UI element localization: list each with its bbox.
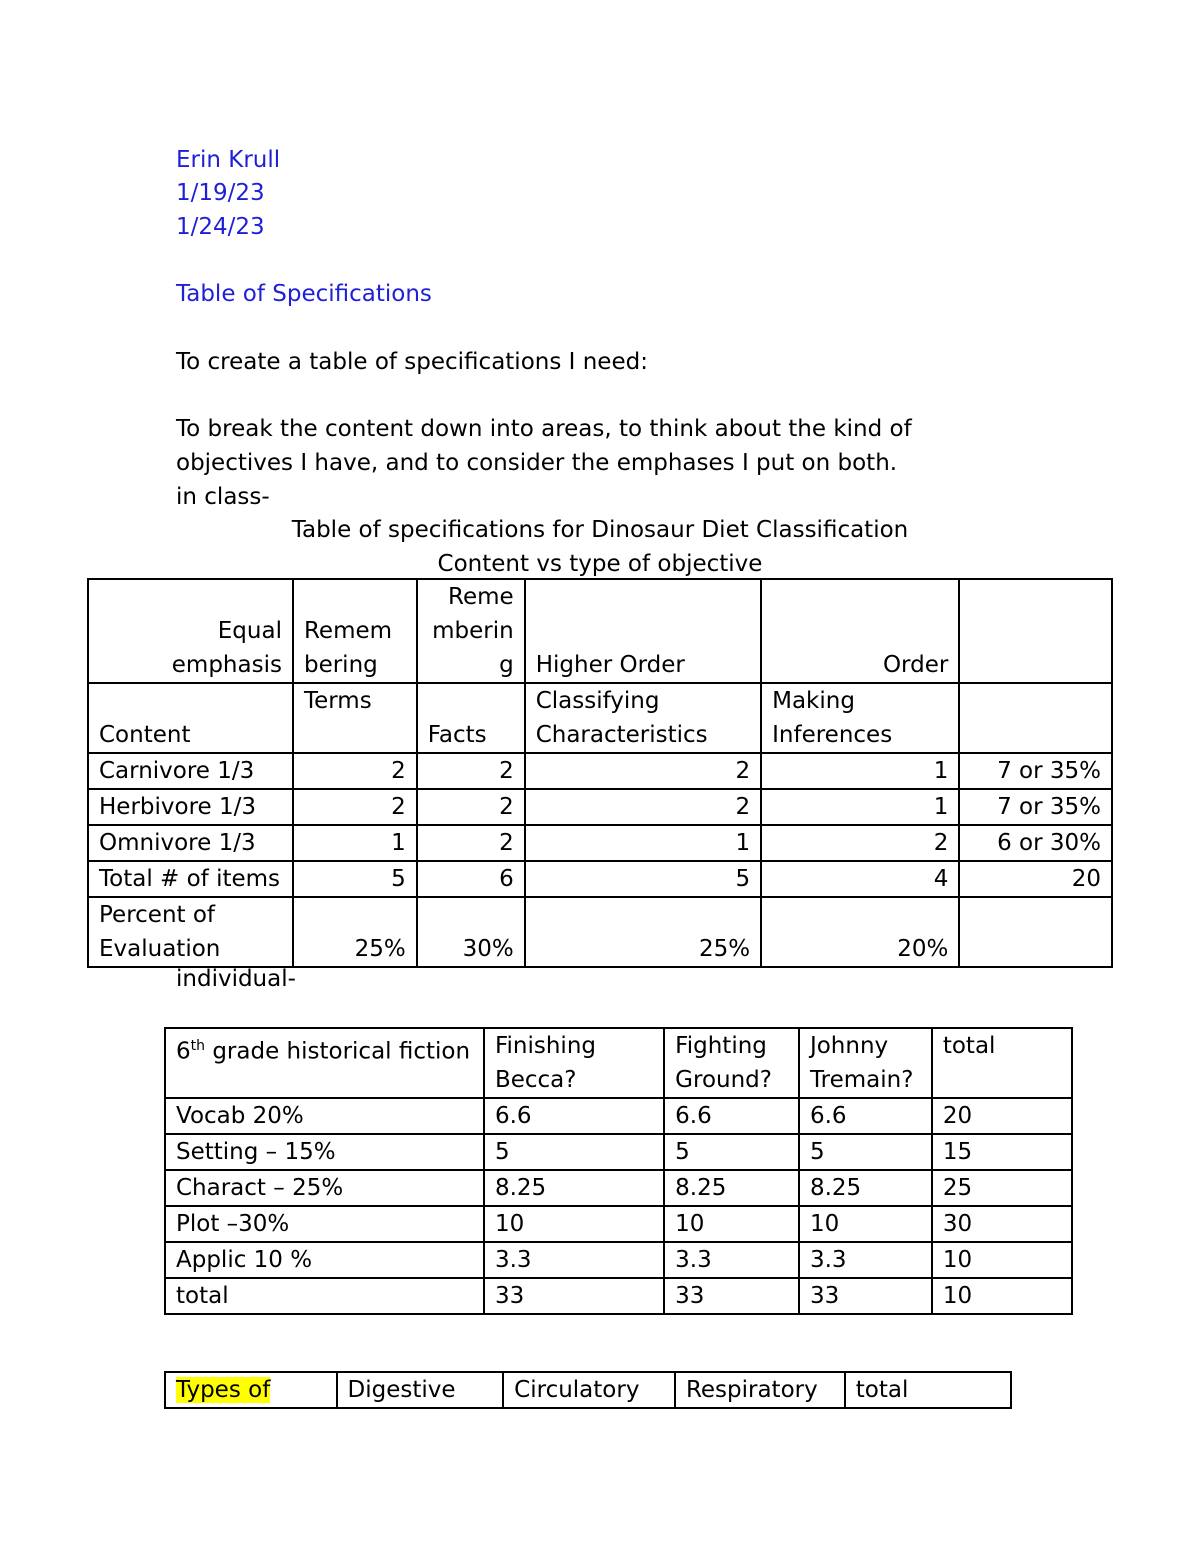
table-cell: 7 or 35% (959, 789, 1112, 825)
table-cell: 30 (932, 1206, 1072, 1242)
table-cell: 6 or 30% (959, 825, 1112, 861)
table-cell: 5 (664, 1134, 799, 1170)
header-cell: 6th grade historical fiction (165, 1028, 484, 1098)
table-cell: 2 (525, 789, 761, 825)
table-row (165, 1372, 1011, 1408)
intro-text: To create a table of specifications I need: (176, 349, 648, 375)
header-cell: Facts (417, 683, 525, 753)
table-cell: 20 (959, 861, 1112, 897)
table-cell: 25% (525, 897, 761, 967)
table-cell: 30% (417, 897, 525, 967)
table-cell: 4 (761, 861, 959, 897)
paragraph-line-1: To break the content down into areas, to think about the kind of (176, 416, 912, 442)
table-cell: Vocab 20% (165, 1098, 484, 1134)
header-cell: Classifying Characteristics (525, 683, 761, 753)
table-cell (959, 897, 1112, 967)
table-cell: 6.6 (484, 1098, 664, 1134)
header-cell: Order (761, 579, 959, 683)
table-cell: 2 (417, 753, 525, 789)
table-cell: total (845, 1372, 1011, 1408)
table-cell: 33 (664, 1278, 799, 1314)
table-cell: 5 (293, 861, 417, 897)
table-row (165, 1098, 1072, 1134)
table-row (88, 861, 1112, 897)
table-cell: 1 (525, 825, 761, 861)
table-row (88, 897, 1112, 967)
header-cell: Reme mberin g (417, 579, 525, 683)
table-cell: 2 (293, 789, 417, 825)
header-cell: Terms (293, 683, 417, 753)
table1-caption-1: Table of specifications for Dinosaur Diet Classification (291, 517, 909, 543)
date-1: 1/19/23 (176, 180, 265, 206)
document-title: Table of Specifications (176, 281, 432, 307)
table-cell: 3.3 (664, 1242, 799, 1278)
table-cell: 7 or 35% (959, 753, 1112, 789)
table-cell: 3.3 (799, 1242, 932, 1278)
table-row (88, 789, 1112, 825)
table-cell: 2 (417, 789, 525, 825)
table-header-row (88, 683, 1112, 753)
table-cell: Respiratory (675, 1372, 845, 1408)
table-cell: 20 (932, 1098, 1072, 1134)
table-cell: 10 (484, 1206, 664, 1242)
table-cell: Digestive (337, 1372, 504, 1408)
header-cell: Finishing Becca? (484, 1028, 664, 1098)
table-row (165, 1170, 1072, 1206)
table-cell: 33 (799, 1278, 932, 1314)
date-2: 1/24/23 (176, 214, 265, 240)
historical-fiction-table (164, 1027, 1073, 1315)
table-cell: 25 (932, 1170, 1072, 1206)
table-cell: Percent of Evaluation (88, 897, 293, 967)
table-cell: 2 (761, 825, 959, 861)
table-cell: 15 (932, 1134, 1072, 1170)
table-row (88, 753, 1112, 789)
table-header-row (165, 1028, 1072, 1098)
table-cell: Omnivore 1/3 (88, 825, 293, 861)
header-cell: total (932, 1028, 1072, 1098)
table-cell: total (165, 1278, 484, 1314)
table-cell: 10 (932, 1278, 1072, 1314)
table-cell: 6.6 (799, 1098, 932, 1134)
table-cell: Plot –30% (165, 1206, 484, 1242)
body-systems-table (164, 1371, 1012, 1409)
highlighted-text: Types of (176, 1377, 271, 1403)
table-cell: 25% (293, 897, 417, 967)
table-cell: 10 (664, 1206, 799, 1242)
table-cell: 10 (932, 1242, 1072, 1278)
in-class-label: in class- (176, 484, 270, 510)
table-cell: Circulatory (503, 1372, 675, 1408)
header-cell: Making Inferences (761, 683, 959, 753)
table-row (165, 1134, 1072, 1170)
individual-label: individual- (176, 966, 296, 992)
table-row (165, 1206, 1072, 1242)
table-header-row (88, 579, 1112, 683)
author-name: Erin Krull (176, 147, 281, 173)
table-cell: Applic 10 % (165, 1242, 484, 1278)
table-cell: 8.25 (484, 1170, 664, 1206)
header-cell (959, 579, 1112, 683)
table-cell: 3.3 (484, 1242, 664, 1278)
table-cell: Herbivore 1/3 (88, 789, 293, 825)
table-row (88, 825, 1112, 861)
table-cell: 6 (417, 861, 525, 897)
table-row (165, 1278, 1072, 1314)
header-cell: Johnny Tremain? (799, 1028, 932, 1098)
table-cell: 2 (525, 753, 761, 789)
table-row (165, 1242, 1072, 1278)
table-cell: 5 (525, 861, 761, 897)
header-cell: Content (88, 683, 293, 753)
header-cell: Higher Order (525, 579, 761, 683)
table-cell: 8.25 (799, 1170, 932, 1206)
table-cell: 5 (799, 1134, 932, 1170)
table-cell: 10 (799, 1206, 932, 1242)
table-cell: 2 (417, 825, 525, 861)
table-cell: 2 (293, 753, 417, 789)
paragraph-line-2: objectives I have, and to consider the emphases I put on both. (176, 450, 898, 476)
table-cell: 5 (484, 1134, 664, 1170)
table-cell: 1 (761, 789, 959, 825)
dinosaur-spec-table (87, 578, 1113, 968)
table-cell: 20% (761, 897, 959, 967)
header-cell: Fighting Ground? (664, 1028, 799, 1098)
table-cell: 1 (293, 825, 417, 861)
table-cell (165, 1372, 337, 1408)
table-cell: Charact – 25% (165, 1170, 484, 1206)
table1-caption-2: Content vs type of objective (437, 551, 763, 577)
table-cell: 8.25 (664, 1170, 799, 1206)
table-cell: Total # of items (88, 861, 293, 897)
header-cell: Remem bering (293, 579, 417, 683)
header-cell: Equal emphasis (88, 579, 293, 683)
table-cell: 1 (761, 753, 959, 789)
table-cell: 33 (484, 1278, 664, 1314)
table-cell: Carnivore 1/3 (88, 753, 293, 789)
table-cell: Setting – 15% (165, 1134, 484, 1170)
table-cell: 6.6 (664, 1098, 799, 1134)
header-cell (959, 683, 1112, 753)
